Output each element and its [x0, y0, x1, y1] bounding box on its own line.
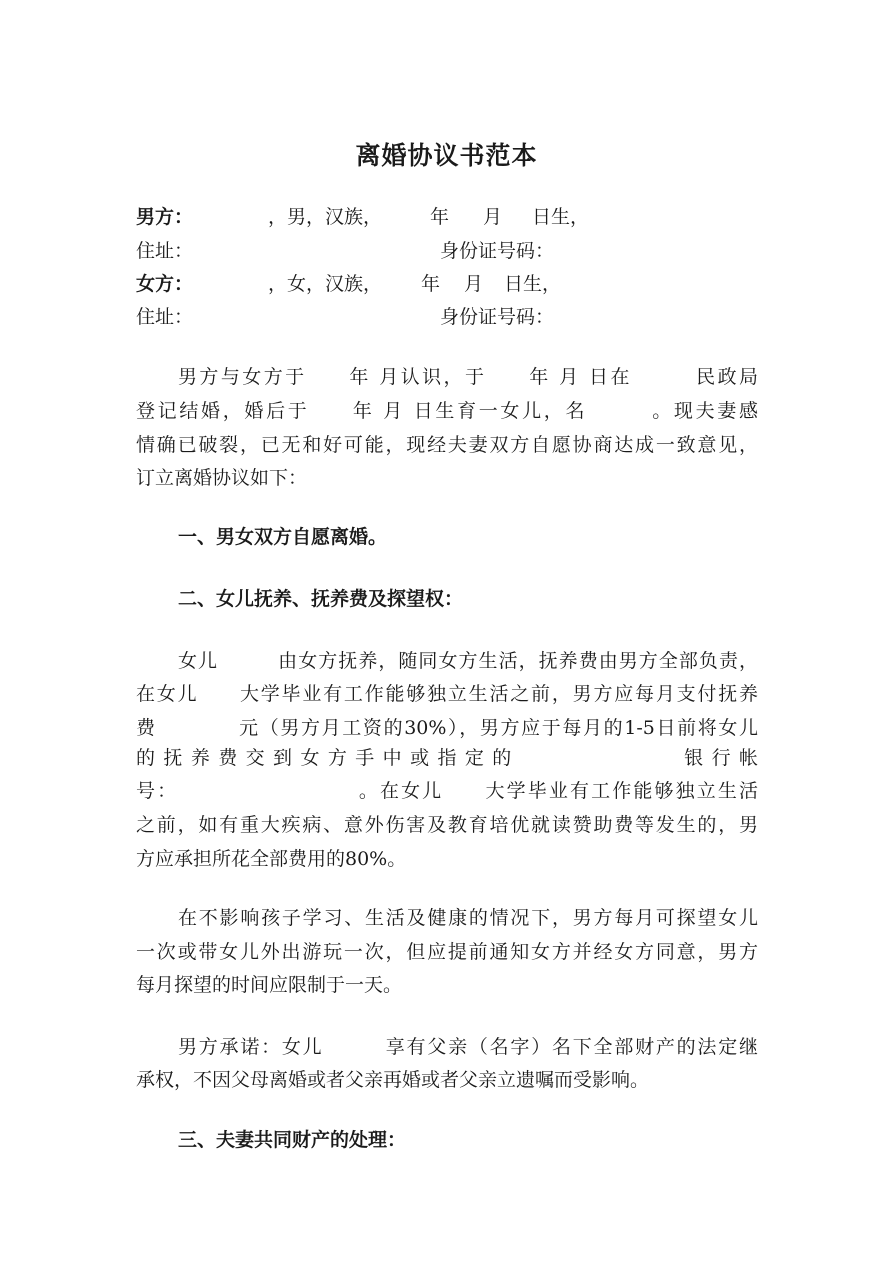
intro-line-2: 登记结婚，婚后于 年 月 日生育一女儿，名 。现夫妻感: [136, 400, 758, 422]
male-address-label: 住址：: [136, 240, 194, 262]
intro-line-3: 情确已破裂，已无和好可能，现经夫妻双方自愿协商达成一致意见，: [136, 434, 758, 456]
male-id-label: 身份证号码：: [440, 240, 555, 262]
custody-line-4: 的抚养费交到女方手中或指定的 银行帐: [136, 747, 758, 769]
male-birth-month: 月: [483, 206, 503, 228]
intro-line-4: 订立离婚协议如下：: [136, 467, 308, 489]
section-1-heading: 一、男女双方自愿离婚。: [178, 526, 388, 548]
custody-line-2: 在女儿 大学毕业有工作能够独立生活之前，男方应每月支付抚养: [136, 683, 758, 705]
female-id-label: 身份证号码：: [440, 306, 555, 328]
intro-line-1: 男方与女方于 年 月认识，于 年 月 日在 民政局: [178, 366, 758, 388]
male-birth-day: 日生，: [532, 206, 590, 228]
female-birth-year: 年: [421, 273, 441, 295]
custody-line-5: 号： 。在女儿 大学毕业有工作能够独立生活: [136, 780, 758, 802]
document-title: 离婚协议书范本: [355, 141, 538, 170]
custody-line-6: 之前，如有重大疾病、意外伤害及教育培优就读赞助费等发生的，男: [136, 814, 758, 836]
visitation-line-3: 每月探望的时间应限制于一天。: [136, 974, 403, 996]
visitation-line-1: 在不影响孩子学习、生活及健康的情况下，男方每月可探望女儿: [178, 907, 758, 929]
male-label: 男方：: [136, 206, 194, 228]
female-birth-day: 日生，: [504, 273, 562, 295]
male-gender-ethnicity: ，男，汉族，: [268, 206, 383, 228]
female-birth-month: 月: [464, 273, 484, 295]
section-2-heading: 二、女儿抚养、抚养费及探望权：: [178, 588, 464, 610]
male-birth-year: 年: [430, 206, 450, 228]
section-3-heading: 三、夫妻共同财产的处理：: [178, 1129, 407, 1151]
female-gender-ethnicity: ，女，汉族，: [268, 273, 383, 295]
promise-line-2: 承权，不因父母离婚或者父亲再婚或者父亲立遗嘱而受影响。: [136, 1069, 650, 1091]
custody-line-7: 方应承担所花全部费用的80%。: [136, 848, 407, 870]
custody-line-1: 女儿 由女方抚养，随同女方生活，抚养费由男方全部负责，: [178, 650, 758, 672]
female-address-label: 住址：: [136, 306, 194, 328]
female-label: 女方：: [136, 273, 194, 295]
custody-line-3: 费 元（男方月工资的30%），男方应于每月的1-5日前将女儿: [136, 717, 758, 739]
promise-line-1: 男方承诺：女儿 享有父亲（名字）名下全部财产的法定继: [178, 1036, 758, 1058]
visitation-line-2: 一次或带女儿外出游玩一次，但应提前通知女方并经女方同意，男方: [136, 941, 758, 963]
